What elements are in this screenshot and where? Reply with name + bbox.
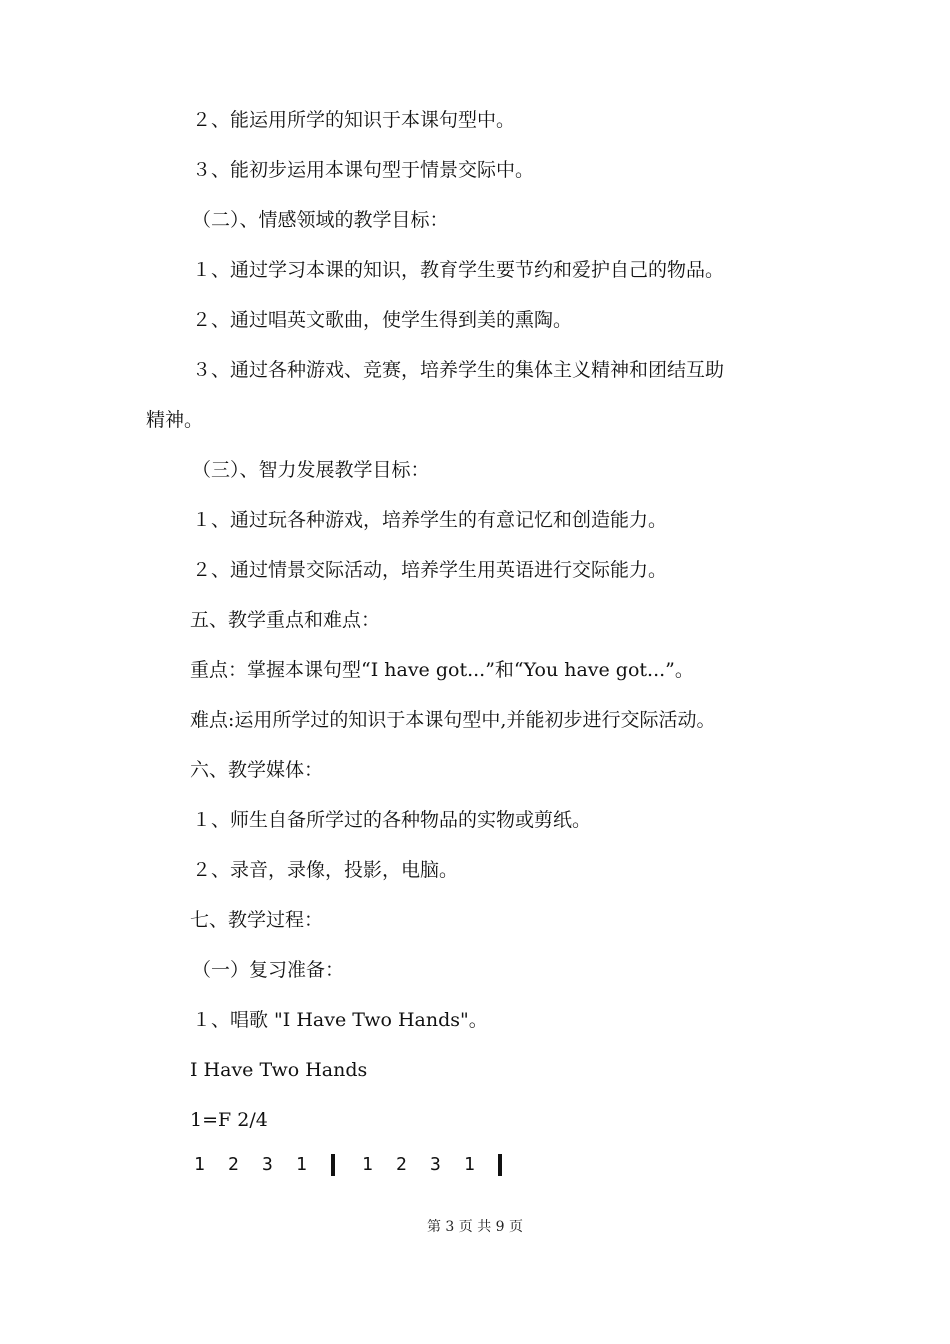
page-footer: 第 3 页 共 9 页 — [426, 1219, 524, 1235]
note: 1 — [296, 1154, 307, 1175]
bar-line — [498, 1154, 502, 1176]
text-line: ２、通过情景交际活动，培养学生用英语进行交际能力。 — [192, 559, 668, 581]
text-line: 重点：掌握本课句型“I have got...”和“You have got...”。 — [190, 659, 694, 681]
bar-line — [331, 1154, 335, 1176]
text-line: １、唱歌 "I Have Two Hands"。 — [192, 1009, 488, 1031]
text-line: 难点:运用所学过的知识于本课句型中,并能初步进行交际活动。 — [190, 709, 716, 731]
section-heading: 五、教学重点和难点： — [190, 609, 381, 631]
section-heading: 六、教学媒体： — [190, 759, 324, 781]
song-title: I Have Two Hands — [190, 1059, 368, 1081]
section-heading: （三）、智力发展教学目标： — [192, 459, 430, 481]
text-line: ３、能初步运用本课句型于情景交际中。 — [192, 159, 535, 181]
text-line: １、通过学习本课的知识，教育学生要节约和爱护自己的物品。 — [192, 259, 725, 281]
text-line: ３、通过各种游戏、竞赛，培养学生的集体主义精神和团结互助 — [192, 359, 725, 381]
note: 1 — [362, 1154, 373, 1175]
note: 1 — [194, 1154, 205, 1175]
note: 2 — [228, 1154, 239, 1175]
song-key: 1=F 2/4 — [190, 1109, 268, 1131]
note: 2 — [396, 1154, 407, 1175]
text-line: １、通过玩各种游戏，培养学生的有意记忆和创造能力。 — [192, 509, 668, 531]
section-heading: （二）、情感领域的教学目标： — [192, 209, 449, 231]
section-heading: （一）复习准备： — [192, 959, 345, 981]
section-heading: 七、教学过程： — [190, 909, 324, 931]
text-line: ２、能运用所学的知识于本课句型中。 — [192, 109, 516, 131]
text-line: １、师生自备所学过的各种物品的实物或剪纸。 — [192, 809, 592, 831]
text-line: 精神。 — [146, 409, 204, 431]
text-line: ２、录音，录像，投影，电脑。 — [192, 859, 459, 881]
note: 3 — [262, 1154, 273, 1175]
note: 3 — [430, 1154, 441, 1175]
note: 1 — [464, 1154, 475, 1175]
text-line: ２、通过唱英文歌曲，使学生得到美的熏陶。 — [192, 309, 573, 331]
